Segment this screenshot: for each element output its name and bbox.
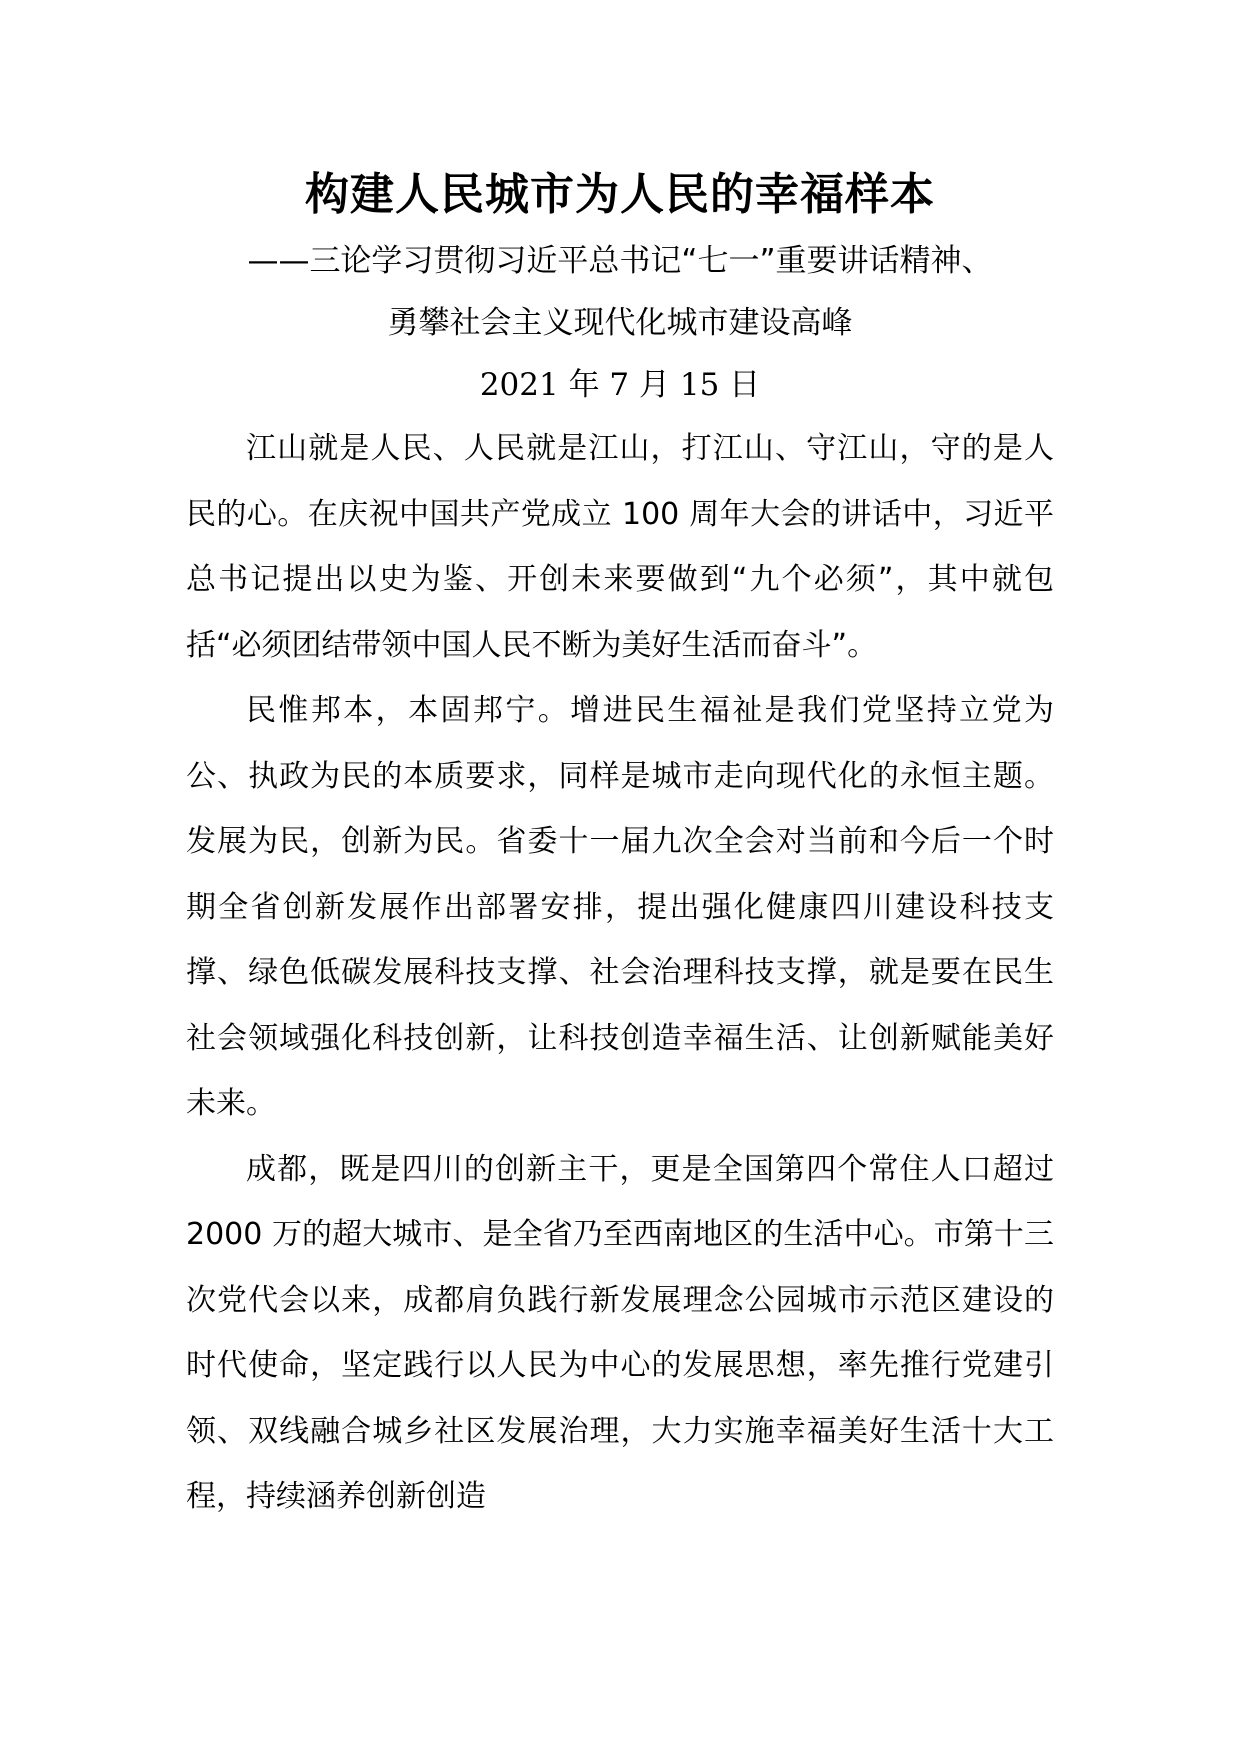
body-paragraph-2: 民惟邦本，本固邦宁。增进民生福祉是我们党坚持立党为公、执政为民的本质要求，同样是城市走向现代化的永恒主题。发展为民，创新为民。省委十一届九次全会对当前和今后一个时期全省创新发展作出部署安排，提出强化健康四川建设科技支撑、绿色低碳发展科技支撑、社会治理科技支撑，就是要在民生社会领域强化科技创新，让科技创造幸福生活、让创新赋能美好未来。	[186, 693, 1054, 1121]
body-paragraph-3: 成都，既是四川的创新主干，更是全国第四个常住人口超过 2000 万的超大城市、是全省乃至西南地区的生活中心。市第十三次党代会以来，成都肩负践行新发展理念公园城市示范区建设的时代使命，坚定践行以人民为中心的发展思想，率先推行党建引领、双线融合城乡社区发展治理，大力实施幸福美好生活十大工程，持续涵养创新创造	[186, 1151, 1054, 1514]
document-subtitle-line-1: ——三论学习贯彻习近平总书记“七一”重要讲话精神、	[247, 243, 993, 279]
body-paragraph-1: 江山就是人民、人民就是江山，打江山、守江山，守的是人民的心。在庆祝中国共产党成立 100 周年大会的讲话中，习近平总书记提出以史为鉴、开创未来要做到“九个必须”，其中就包括“必须团结带领中国人民不断为美好生活而奋斗”。	[186, 431, 1054, 663]
document-content	[186, 160, 1054, 1530]
document-title: 构建人民城市为人民的幸福样本	[305, 169, 935, 220]
document-date: 2021 年 7 月 15 日	[479, 367, 761, 403]
document-subtitle-line-2: 勇攀社会主义现代化城市建设高峰	[387, 305, 853, 341]
